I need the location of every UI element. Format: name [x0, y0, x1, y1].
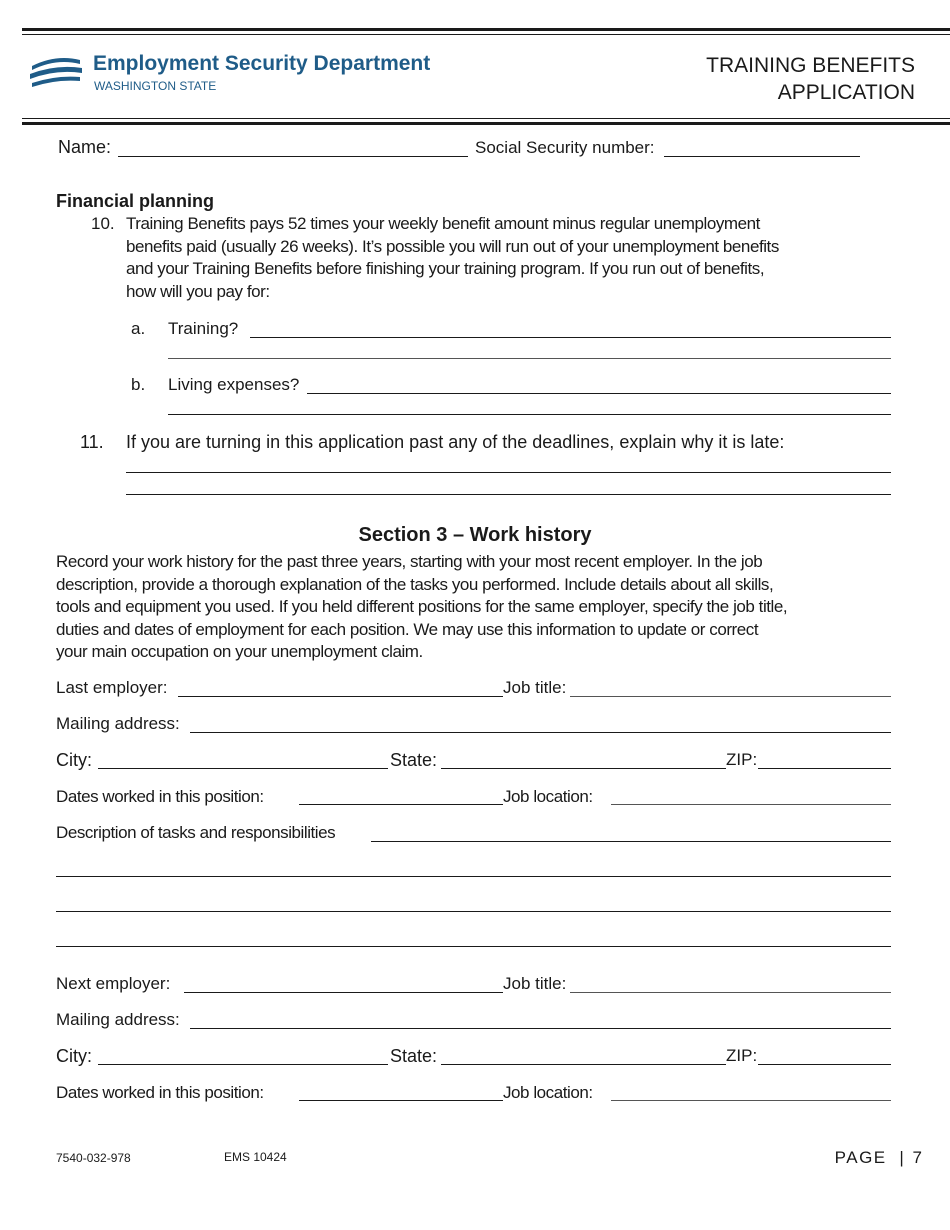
question-10-text: [126, 213, 906, 303]
question-10-line: how will you pay for:: [126, 281, 270, 301]
state-label: State:: [390, 1046, 438, 1066]
document-title-line2: APPLICATION: [777, 81, 915, 104]
job-location-label: Job location:: [503, 1083, 593, 1102]
question-10-line: benefits paid (usually 26 weeks). It’s possible you will run out of your unemployment benefits: [126, 236, 779, 256]
page-number: 7: [912, 1148, 922, 1167]
question-11-text: If you are turning in this application past any of the deadlines, explain why it is late:: [126, 432, 785, 452]
question-10a-label: Training?: [168, 319, 239, 338]
state-field[interactable]: [441, 1064, 726, 1065]
section-3-intro-line: description, provide a thorough explanation of the tasks you performed. Include details about all skills,: [56, 574, 774, 594]
job-location-field[interactable]: [611, 1100, 891, 1101]
org-name: Employment Security Department: [93, 52, 431, 75]
job-location-label: Job location:: [503, 787, 593, 806]
section-3-intro-line: Record your work history for the past three years, starting with your most recent employer. In the job: [56, 552, 763, 571]
city-label: City:: [56, 750, 92, 770]
living-expenses-field-line2[interactable]: [168, 414, 891, 415]
dates-worked-label: Dates worked in this position:: [56, 1083, 264, 1102]
form-number: 7540-032-978: [56, 1151, 131, 1165]
section-3-intro-line: tools and equipment you used. If you held different positions for the same employer, specify the job title,: [56, 597, 788, 617]
last-employer-field[interactable]: [178, 696, 503, 697]
section-3-intro-line: your main occupation on your unemployment claim.: [56, 642, 423, 662]
training-payment-field[interactable]: [250, 337, 891, 338]
last-employer-label: Last employer:: [56, 678, 168, 697]
mailing-address-label: Mailing address:: [56, 714, 180, 733]
question-10-line: and your Training Benefits before finishing your training program. If you run out of benefits,: [126, 259, 765, 279]
page-indicator: [835, 1148, 922, 1168]
financial-planning-heading: Financial planning: [56, 191, 215, 211]
late-explanation-field[interactable]: [126, 472, 891, 473]
zip-label: ZIP:: [726, 1046, 758, 1065]
ssn-field[interactable]: [664, 156, 860, 157]
name-label: Name:: [58, 137, 112, 157]
top-rule-thin: [22, 34, 950, 35]
question-10-line: Training Benefits pays 52 times your weekly benefit amount minus regular unemployment: [126, 214, 760, 233]
ssn-label: Social Security number:: [475, 138, 655, 157]
org-subtitle: WASHINGTON STATE: [94, 79, 217, 93]
page-separator: |: [899, 1148, 904, 1167]
job-title-label: Job title:: [503, 678, 567, 697]
mailing-address-field[interactable]: [190, 1028, 891, 1029]
zip-label: ZIP:: [726, 750, 758, 769]
question-10b-letter: b.: [131, 375, 146, 394]
question-10-number: 10.: [91, 214, 115, 233]
question-10a-letter: a.: [131, 319, 146, 338]
zip-field[interactable]: [758, 1064, 891, 1065]
esd-logo-icon: [30, 54, 82, 92]
training-payment-field-line2[interactable]: [168, 358, 891, 359]
job-title-field[interactable]: [570, 696, 891, 697]
description-field-line4[interactable]: [56, 946, 891, 947]
city-field[interactable]: [98, 1064, 388, 1065]
document-title-line1: TRAINING BENEFITS: [706, 54, 915, 77]
section-3-intro-line: duties and dates of employment for each position. We may use this information to update or correct: [56, 619, 759, 639]
mailing-address-label: Mailing address:: [56, 1010, 180, 1029]
document-title: [706, 52, 915, 106]
top-rule: [22, 28, 950, 31]
description-field-line3[interactable]: [56, 911, 891, 912]
city-label: City:: [56, 1046, 92, 1066]
dates-worked-label: Dates worked in this position:: [56, 787, 264, 806]
ems-number: EMS 10424: [224, 1150, 287, 1164]
next-employer-field[interactable]: [184, 992, 503, 993]
description-label: Description of tasks and responsibilities: [56, 823, 336, 842]
next-employer-label: Next employer:: [56, 974, 171, 993]
job-title-field[interactable]: [570, 992, 891, 993]
state-field[interactable]: [441, 768, 726, 769]
section-3-intro: [56, 551, 906, 664]
late-explanation-field-line2[interactable]: [126, 494, 891, 495]
dates-worked-field[interactable]: [299, 1100, 503, 1101]
section-3-heading: Section 3 – Work history: [358, 524, 592, 546]
description-field-line2[interactable]: [56, 876, 891, 877]
job-location-field[interactable]: [611, 804, 891, 805]
zip-field[interactable]: [758, 768, 891, 769]
living-expenses-field[interactable]: [307, 393, 891, 394]
name-field[interactable]: [118, 156, 468, 157]
dates-worked-field[interactable]: [299, 804, 503, 805]
question-10b-label: Living expenses?: [168, 375, 300, 394]
description-field[interactable]: [371, 841, 891, 842]
mailing-address-field[interactable]: [190, 732, 891, 733]
header-bottom-rule-thin: [22, 118, 950, 119]
question-11-number: 11.: [80, 432, 104, 452]
state-label: State:: [390, 750, 438, 770]
job-title-label: Job title:: [503, 974, 567, 993]
city-field[interactable]: [98, 768, 388, 769]
header-bottom-rule: [22, 122, 950, 125]
page-label: PAGE: [834, 1148, 887, 1167]
